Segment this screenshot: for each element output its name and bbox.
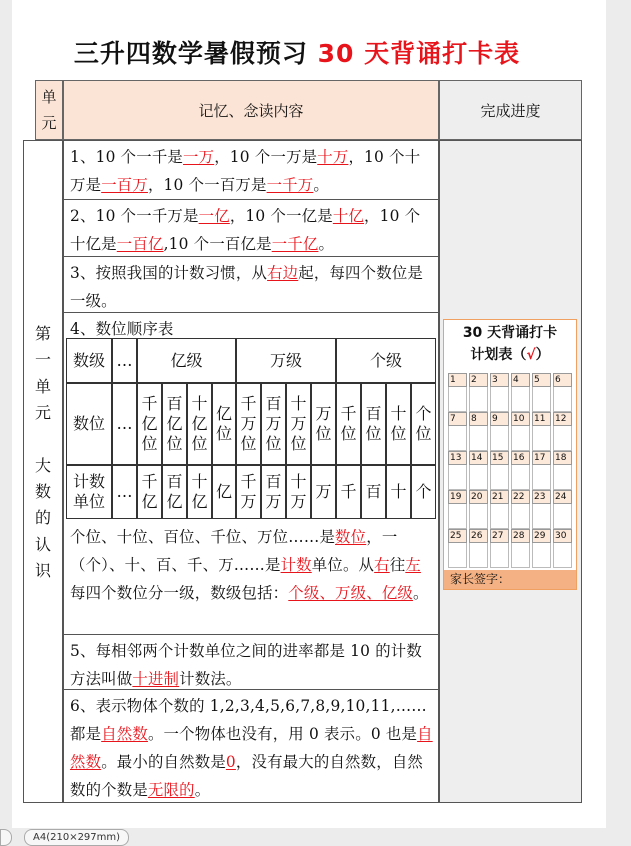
day-label: 26 (469, 529, 488, 543)
item-5: 5、每相邻两个计数单位之间的进率都是 10 的计数方法叫做十进制计数法。 (64, 635, 438, 690)
day-checkbox[interactable] (448, 426, 467, 451)
page-tab-prev[interactable] (0, 829, 12, 846)
unit-label: 第 一 单 元 大 数 的 认 识 (34, 324, 51, 581)
table-cell: 数级 (66, 338, 112, 383)
item-4-title: 4、数位顺序表 (70, 320, 174, 338)
table-cell: 数位 (66, 383, 112, 465)
table-cell: … (112, 338, 137, 383)
table-cell: 百万位 (261, 383, 286, 465)
page-title: 三升四数学暑假预习 30 天背诵打卡表 (73, 39, 521, 68)
day-checkbox[interactable] (490, 543, 509, 568)
table-cell: 千万位 (236, 383, 261, 465)
day-label: 20 (469, 490, 488, 504)
day-checkbox[interactable] (532, 543, 551, 568)
day-label: 2 (469, 373, 488, 387)
table-cell: … (112, 383, 137, 465)
day-label: 7 (448, 412, 467, 426)
day-checkbox[interactable] (553, 387, 572, 412)
day-label: 1 (448, 373, 467, 387)
table-cell: … (112, 465, 137, 519)
day-checkbox[interactable] (511, 543, 530, 568)
day-label: 30 (553, 529, 572, 543)
day-checkbox[interactable] (469, 426, 488, 451)
day-label: 19 (448, 490, 467, 504)
table-cell: 亿级 (137, 338, 236, 383)
day-checkbox[interactable] (511, 426, 530, 451)
day-checkbox[interactable] (490, 504, 509, 529)
header-content: 记忆、念读内容 (63, 80, 439, 140)
item-6: 6、表示物体个数的 1,2,3,4,5,6,7,8,9,10,11,……都是自然数。一个物体也没有，用 0 表示。0 也是自然数。最小的自然数是0，没有最大的自然数，自然数的个数是无限的。 (70, 697, 433, 799)
parent-signature[interactable]: 家长签字： (444, 570, 576, 589)
day-label: 18 (553, 451, 572, 465)
day-checkbox[interactable] (532, 504, 551, 529)
table-cell: 十万位 (286, 383, 311, 465)
table-cell: 计数单位 (66, 465, 112, 519)
table-cell: 千万 (236, 465, 261, 519)
table-cell: 十万 (286, 465, 311, 519)
day-checkbox[interactable] (553, 504, 572, 529)
table-cell: 个位 (411, 383, 436, 465)
day-checkbox[interactable] (532, 387, 551, 412)
header-progress: 完成进度 (439, 80, 582, 140)
table-cell: 千亿 (137, 465, 162, 519)
day-label: 23 (532, 490, 551, 504)
day-label: 5 (532, 373, 551, 387)
day-label: 24 (553, 490, 572, 504)
day-label: 4 (511, 373, 530, 387)
table-cell: 万位 (311, 383, 336, 465)
day-label: 3 (490, 373, 509, 387)
table-cell: 亿位 (212, 383, 236, 465)
day-checkbox[interactable] (469, 543, 488, 568)
table-cell: 亿 (212, 465, 236, 519)
day-checkbox[interactable] (511, 465, 530, 490)
table-cell: 千 (336, 465, 361, 519)
table-cell: 十 (386, 465, 411, 519)
table-cell: 个级 (336, 338, 436, 383)
table-cell: 十位 (386, 383, 411, 465)
paper-size-label: A4(210×297mm) (24, 829, 129, 846)
card-title: 30 天背诵打卡 计划表（√） (462, 325, 558, 363)
table-cell: 百位 (361, 383, 386, 465)
day-label: 22 (511, 490, 530, 504)
table-cell: 十亿 (187, 465, 212, 519)
day-checkbox[interactable] (490, 465, 509, 490)
header-unit: 单元 (35, 80, 63, 140)
day-checkbox[interactable] (448, 465, 467, 490)
day-checkbox[interactable] (469, 387, 488, 412)
day-checkbox[interactable] (448, 504, 467, 529)
day-label: 21 (490, 490, 509, 504)
table-cell: 百亿位 (162, 383, 187, 465)
day-label: 17 (532, 451, 551, 465)
day-checkbox[interactable] (490, 426, 509, 451)
day-label: 16 (511, 451, 530, 465)
day-label: 9 (490, 412, 509, 426)
day-checkbox[interactable] (532, 465, 551, 490)
table-cell: 千亿位 (137, 383, 162, 465)
day-label: 27 (490, 529, 509, 543)
item-3: 3、按照我国的计数习惯，从右边起，每四个数位是一级。 (64, 257, 438, 313)
day-label: 29 (532, 529, 551, 543)
item-2: 2、10 个一千万是一亿，10 个一亿是十亿，10 个十亿是一百亿,10 个一百亿是一千亿。 (64, 200, 438, 257)
day-label: 6 (553, 373, 572, 387)
day-checkbox[interactable] (511, 387, 530, 412)
day-label: 10 (511, 412, 530, 426)
checkin-card (443, 319, 577, 590)
table-cell: 百万 (261, 465, 286, 519)
day-checkbox[interactable] (511, 504, 530, 529)
item-4-notes: 个位、十位、百位、千位、万位……是数位，一（个）、十、百、千、万……是计数单位。从右往左每四个数位分一级，数级包括：个级、万级、亿级。 (64, 521, 438, 635)
table-cell: 个 (411, 465, 436, 519)
table-cell: 百亿 (162, 465, 187, 519)
day-label: 28 (511, 529, 530, 543)
day-label: 12 (553, 412, 572, 426)
day-label: 11 (532, 412, 551, 426)
day-checkbox[interactable] (553, 465, 572, 490)
table-cell: 万 (311, 465, 336, 519)
day-checkbox[interactable] (448, 387, 467, 412)
day-checkbox[interactable] (469, 504, 488, 529)
day-checkbox[interactable] (553, 543, 572, 568)
day-checkbox[interactable] (448, 543, 467, 568)
day-label: 8 (469, 412, 488, 426)
day-checkbox[interactable] (553, 426, 572, 451)
day-label: 14 (469, 451, 488, 465)
table-cell: 千位 (336, 383, 361, 465)
day-checkbox[interactable] (490, 387, 509, 412)
table-cell: 十亿位 (187, 383, 212, 465)
check-icon: √ (526, 347, 536, 363)
day-checkbox[interactable] (469, 465, 488, 490)
table-cell: 百 (361, 465, 386, 519)
day-label: 13 (448, 451, 467, 465)
day-checkbox[interactable] (532, 426, 551, 451)
item-1: 1、10 个一千是一万，10 个一万是十万，10 个十万是一百万，10 个一百万是一千万。 (64, 141, 438, 200)
day-label: 15 (490, 451, 509, 465)
table-cell: 万级 (236, 338, 336, 383)
day-label: 25 (448, 529, 467, 543)
